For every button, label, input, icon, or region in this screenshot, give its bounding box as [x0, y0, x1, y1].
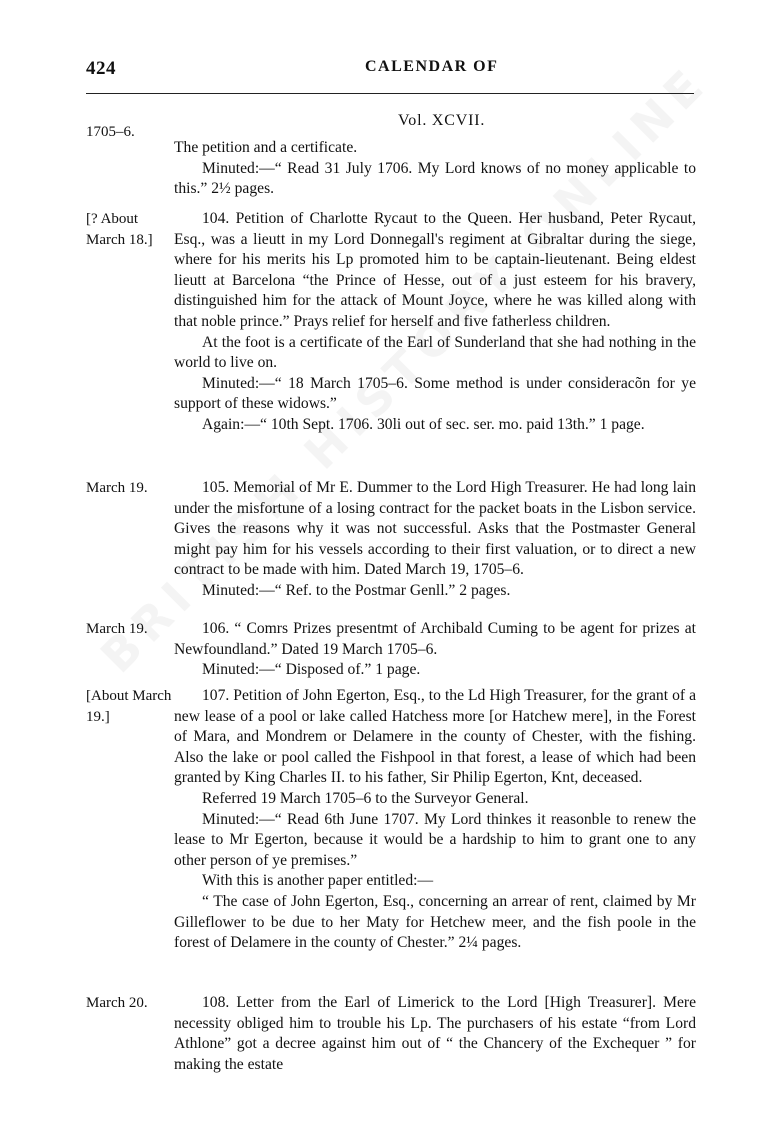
entry-paragraph: The petition and a certificate. — [174, 139, 358, 156]
entry — [174, 138, 696, 200]
entry-paragraph: 107. Petition of John Egerton, Esq., to the Ld High Treasurer, for the grant of a new lease of a pool or lake called Hatchess more [or Hatchew mere], in the Forest of Mara, and Mondrem or Delamere in the county of Chester, with the fishing. Also the lake or pool called the Fishpool in that forest, a lease of which had been granted by King Charles II. to his father, Sir Philip Egerton, Knt, deceased. — [174, 687, 696, 787]
running-head — [0, 54, 768, 84]
entry-minute: Again:—“ 10th Sept. 1706. 30li out of sec. ser. mo. paid 13th.” 1 page. — [202, 415, 645, 433]
page-number: 424 — [86, 58, 116, 79]
entry-minute: Minuted:—“ Disposed of.” 1 page. — [202, 661, 421, 679]
entry — [174, 209, 696, 436]
entry — [174, 478, 696, 602]
entry-date: March 19. — [86, 621, 148, 637]
entry — [174, 993, 696, 1075]
entry-paragraph: 106. “ Comrs Prizes presentmt of Archibald Cuming to be agent for prizes at Newfoundland.” Dated 19 March 1705–6. — [174, 620, 696, 658]
entry-paragraph: 105. Memorial of Mr E. Dummer to the Lord High Treasurer. He had long lain under the misfortune of a losing contract for the packet boats in the Lisbon service. Gives the reasons why it was not successful. Asks that the Postmaster General might pay him for his vessels according to their first valuation, or to direct a new contract to be made with him. Dated March 19, 1705–6. — [174, 479, 696, 579]
entry-date: [About March 19.] — [86, 688, 172, 725]
entry-paragraph: At the foot is a certificate of the Earl of Sunderland that she had nothing in the world to live on. — [174, 333, 696, 372]
entry-date: March 19. — [86, 480, 148, 496]
entry-paragraph: 104. Petition of Charlotte Rycaut to the Queen. Her husband, Peter Rycaut, Esq., was a lieutt in my Lord Donnegall's regiment at Gibraltar during the siege, where for his merits his Lp promoted him to be captain-lieutenant. Being eldest lieutt at Barcelona “the Prince of Hesse, out of a just esteem for his bravery, distinguished him for the attack of Mount Joyce, where he was killed along with that noble prince.” Prays relief for herself and five fatherless children. — [174, 210, 696, 330]
volume-heading: Vol. XCVII. — [398, 112, 486, 129]
entry-date: March 20. — [86, 995, 148, 1011]
entry-paragraph: Referred 19 March 1705–6 to the Surveyor General. — [202, 789, 529, 807]
entry-minute: Minuted:—“ 18 March 1705–6. Some method is under consideracõn for ye support of these widows.” — [174, 374, 696, 413]
entry-minute: Minuted:—“ Read 6th June 1707. My Lord thinkes it reasonble to renew the lease to Mr Egerton, because it would be a hardship to him to grant one to any other person of ye premises.” — [174, 810, 696, 869]
entry-minute: Minuted:—“ Ref. to the Postmar Genll.” 2 pages. — [202, 581, 511, 599]
entry-minute: Minuted:—“ Read 31 July 1706. My Lord knows of no money applicable to this.” 2½ pages. — [174, 159, 696, 198]
entry — [174, 619, 696, 681]
entry — [174, 686, 696, 954]
entry-date: 1705–6. — [86, 124, 135, 140]
entry-date: [? About March 18.] — [86, 211, 153, 248]
entry-paragraph: With this is another paper entitled:— — [202, 872, 434, 890]
entry-paragraph: 108. Letter from the Earl of Limerick to the Lord [High Treasurer]. Mere necessity obliged him to trouble his Lp. The purchasers of his estate “from Lord Athlone” got a decree against him out of “ the Chancery of the Exchequer ” for making the estate — [174, 994, 696, 1073]
entry-paragraph: “ The case of John Egerton, Esq., concerning an arrear of rent, claimed by Mr Gilleflower to be due to her Maty for Hetchew meer, and the fish poole in the forest of Delamere in the county of Chester.” 2¼ pages. — [174, 892, 696, 952]
header-rule — [86, 93, 694, 94]
running-title: CALENDAR OF — [365, 58, 499, 75]
